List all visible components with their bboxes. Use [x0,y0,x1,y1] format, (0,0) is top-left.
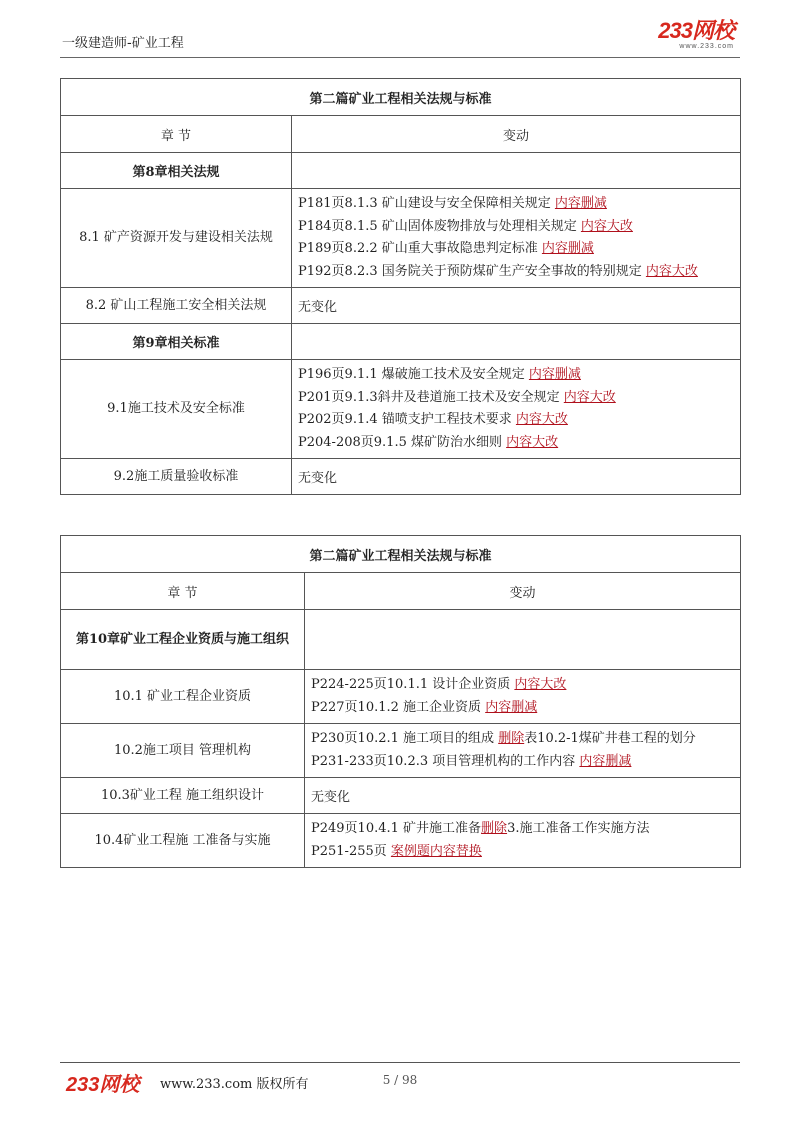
change-tag: 内容删减 [485,699,538,715]
change-line: P189页8.2.2 矿山重大事故隐患判定标准 内容删减 [298,241,594,256]
change-line: P251-255页 案例题内容替换 [311,843,482,859]
footer-copyright: www.233.com 版权所有 [160,1077,309,1092]
section-8-2: 8.2 矿山工程施工安全相关法规 [61,288,292,324]
empty-cell [292,324,741,360]
brand-logo [658,20,734,50]
change-tag: 内容大改 [645,263,698,279]
section-10-2: 10.2施工项目 管理机构 [61,724,305,778]
change-tag: 内容大改 [515,412,568,427]
logo-url: www.233.com [679,43,734,50]
regulations-table-2 [60,535,741,868]
change-line: P184页8.1.5 矿山固体废物排放与处理相关规定 内容大改 [298,218,633,234]
change-tag: 内容大改 [514,677,567,692]
no-change: 无变化 [305,778,741,814]
change-tag: 删除 [481,821,508,836]
change-line: P192页8.2.3 国务院关于预防煤矿生产安全事故的特别规定 内容大改 [298,263,698,279]
change-tag: 内容删减 [541,241,594,256]
section-9-2: 9.2施工质量验收标准 [61,459,292,495]
table-title: 第二篇矿业工程相关法规与标准 [61,79,741,116]
changes-10-4 [305,814,741,868]
logo-mark: 233网校 [658,18,734,43]
table-title: 第二篇矿业工程相关法规与标准 [61,536,741,573]
section-10-4: 10.4矿业工程施 工准备与实施 [61,814,305,868]
change-line: P224-225页10.1.1 设计企业资质 内容大改 [311,677,567,692]
change-tag: 内容删减 [528,367,581,382]
change-line: P230页10.2.1 施工项目的组成 删除表10.2-1煤矿井巷工程的划分 [311,731,696,746]
section-9-1: 9.1施工技术及安全标准 [61,360,292,459]
change-line: P231-233页10.2.3 项目管理机构的工作内容 内容删减 [311,753,632,769]
chapter-10: 第10章矿业工程企业资质与施工组织 [61,610,305,670]
change-line: P201页9.1.3斜井及巷道施工技术及安全规定 内容大改 [298,389,616,405]
footer-divider [60,1062,740,1063]
empty-cell [292,153,741,189]
header-divider [60,57,740,58]
column-header-section: 章 节 [61,116,292,153]
change-line: P202页9.1.4 锚喷支护工程技术要求 内容大改 [298,412,568,427]
changes-8-1 [292,189,741,288]
change-tag: 内容删减 [579,753,632,769]
column-header-section: 章 节 [61,573,305,610]
change-tag: 内容大改 [563,389,616,405]
page-number: 5 / 98 [382,1073,418,1087]
change-line: P227页10.1.2 施工企业资质 内容删减 [311,699,538,715]
change-line: P249页10.4.1 矿井施工准备删除3.施工准备工作实施方法 [311,821,650,836]
changes-9-1 [292,360,741,459]
document-header-title: 一级建造师-矿业工程 [62,36,184,51]
chapter-9: 第9章相关标准 [61,324,292,360]
change-line: P204-208页9.1.5 煤矿防治水细则 内容大改 [298,434,559,450]
no-change: 无变化 [292,459,741,495]
column-header-change: 变动 [305,573,741,610]
changes-10-1 [305,670,741,724]
section-10-1: 10.1 矿业工程企业资质 [61,670,305,724]
change-tag: 案例题内容替换 [390,843,482,859]
section-8-1: 8.1 矿产资源开发与建设相关法规 [61,189,292,288]
empty-cell [305,610,741,670]
footer-logo: 233网校 [66,1074,140,1096]
change-line: P181页8.1.3 矿山建设与安全保障相关规定 内容删减 [298,196,607,211]
chapter-8: 第8章相关法规 [61,153,292,189]
section-10-3: 10.3矿业工程 施工组织设计 [61,778,305,814]
change-tag: 内容删减 [554,196,607,211]
no-change: 无变化 [292,288,741,324]
change-tag: 删除 [498,731,525,746]
change-tag: 内容大改 [506,434,559,450]
regulations-table-1 [60,78,741,495]
change-tag: 内容大改 [580,218,633,234]
column-header-change: 变动 [292,116,741,153]
changes-10-2 [305,724,741,778]
change-line: P196页9.1.1 爆破施工技术及安全规定 内容删减 [298,367,581,382]
